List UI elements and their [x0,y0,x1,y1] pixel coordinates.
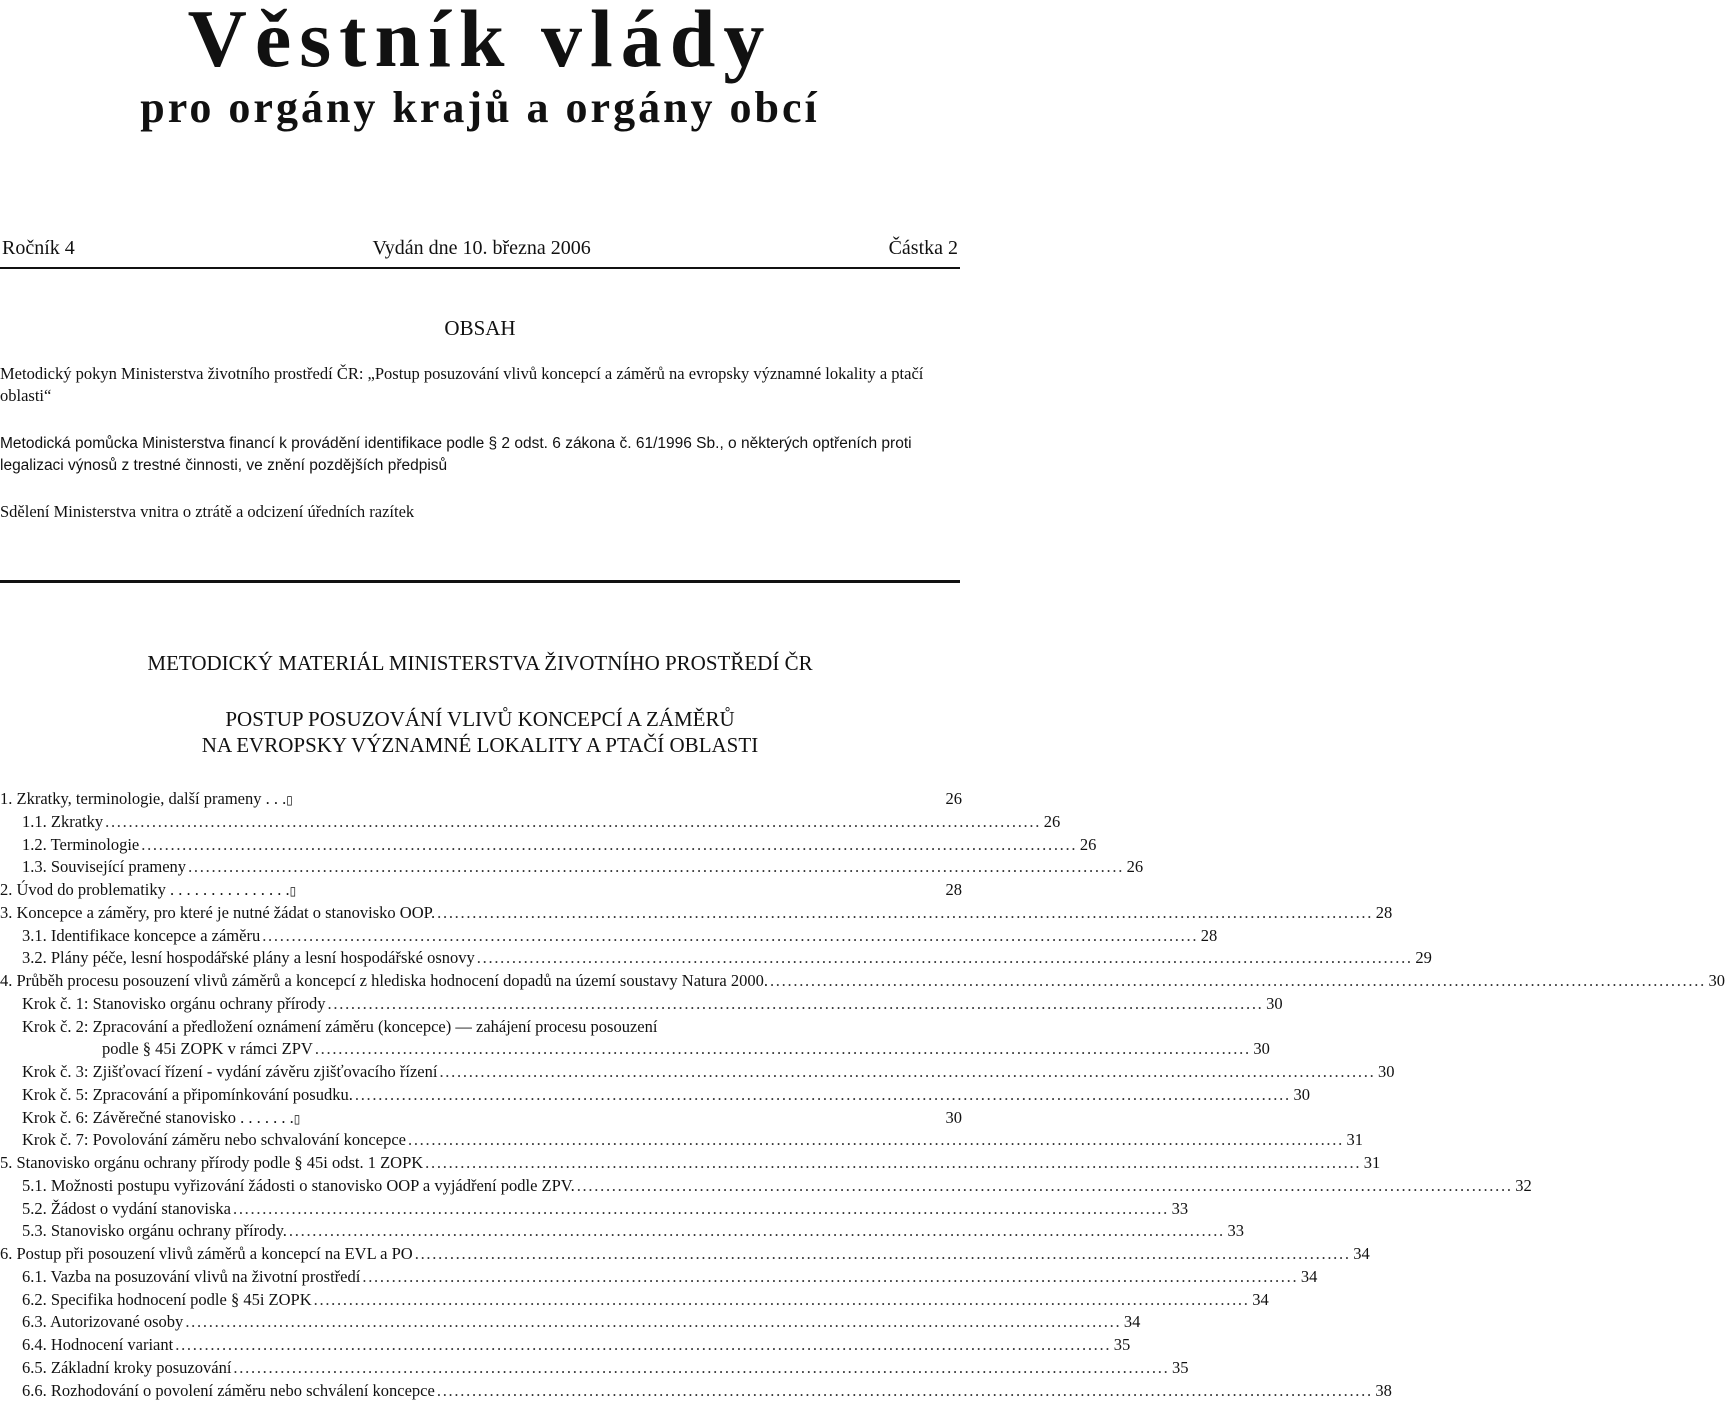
issue-part: Částka 2 [889,236,958,260]
toc-entry-label: Krok č. 2: Zpracování a předložení oznámení záměru (koncepce) — zahájení procesu posouzení [22,1016,657,1039]
contents-heading: OBSAH [0,316,960,341]
toc-entry-label: 6.5. Základní kroky posuzování [22,1357,231,1380]
toc-entry[interactable] [0,1380,962,1402]
toc-leader-dots [185,1311,1118,1334]
section-divider [0,580,960,583]
toc-entry-label: 3.2. Plány péče, lesní hospodářské plány a lesní hospodářské osnovy [22,947,475,970]
toc-entry-label: Krok č. 1: Stanovisko orgánu ochrany přírody [22,993,326,1016]
toc-leader-dots [577,1175,1510,1198]
toc-page-number: 28 [1372,902,1392,925]
toc-entry-label: 6.2. Specifika hodnocení podle § 45i ZOPK [22,1289,312,1312]
toc-entry[interactable] [0,970,962,993]
toc-page-number: 30 [1375,1061,1395,1084]
missing-glyph-icon: ▯ [294,1108,301,1131]
toc-leader-dots [233,1198,1166,1221]
issue-info-line [2,236,958,260]
toc-entry-label: 5.1. Možnosti postupu vyřizování žádosti o stanovisko OOP a vyjádření podle ZPV. [22,1175,575,1198]
toc-page-number: 29 [1412,947,1432,970]
toc-page-number: 34 [1249,1289,1269,1312]
header-divider [0,267,960,269]
toc-entry-label: 6.4. Hodnocení variant [22,1334,173,1357]
article-subheading: NA EVROPSKY VÝZNAMNÉ LOKALITY A PTAČÍ OBLASTI [0,732,960,758]
toc-entry-label: 1.2. Terminologie [22,834,139,857]
toc-entry[interactable] [0,993,962,1016]
toc-leader-dots [408,1129,1341,1152]
toc-leader-dots [141,834,1074,857]
toc-leader-dots [175,1334,1108,1357]
toc-entry-label: 6.6. Rozhodování o povolení záměru nebo schválení koncepce [22,1380,435,1402]
toc-entry-label: 5.3. Stanovisko orgánu ochrany přírody. [22,1220,287,1243]
toc-leader-dots [437,902,1370,925]
toc-entry-label: 1. Zkratky, terminologie, další prameny . . . [0,788,286,811]
issue-volume: Ročník 4 [2,236,75,260]
toc-entry[interactable] [0,1152,962,1175]
toc-leader-dots [105,811,1038,834]
toc-entry-label: 2. Úvod do problematiky . . . . . . . . . . . . . . . [0,879,290,902]
toc-leader-dots [477,947,1410,970]
toc-entry-label: 1.1. Zkratky [22,811,103,834]
toc-entry[interactable] [0,1175,962,1198]
toc-entry[interactable] [0,925,962,948]
toc-page-number: 26 [1076,834,1096,857]
toc-entry[interactable] [0,1129,962,1152]
contents-item[interactable]: Metodická pomůcka Ministerstva financí k provádění identifikace podle § 2 odst. 6 zákona č. 61/1996 Sb., o některých optřeních proti legalizaci výnosů z trestné činnosti, ve znění pozdějších předpisů [0,433,962,477]
toc-leader-dots [233,1357,1166,1380]
toc-leader-dots [315,1038,1248,1061]
toc-entry[interactable] [0,902,962,925]
toc-page-number: 30 [942,1107,962,1130]
toc-page-number: 33 [1224,1220,1244,1243]
toc-entry[interactable] [0,1016,962,1039]
toc-leader-dots [770,970,1703,993]
toc-page-number: 38 [1372,1380,1392,1402]
toc-entry-label: Krok č. 5: Zpracování a připomínkování posudku. [22,1084,353,1107]
article-heading: METODICKÝ MATERIÁL MINISTERSTVA ŽIVOTNÍHO PROSTŘEDÍ ČR [0,650,960,676]
toc-entry[interactable] [0,1289,962,1312]
toc-leader-dots [314,1289,1247,1312]
toc-entry-label: 5.2. Žádost o vydání stanoviska [22,1198,231,1221]
toc-page-number: 30 [1705,970,1725,993]
toc-page-number: 28 [1197,925,1217,948]
toc-entry-label: 6.1. Vazba na posuzování vlivů na životní prostředí [22,1266,360,1289]
toc-leader-dots [328,993,1261,1016]
toc-entry[interactable] [0,834,962,857]
toc-page-number: 30 [1263,993,1283,1016]
toc-entry-label: 6. Postup při posouzení vlivů záměrů a koncepcí na EVL a PO [0,1243,413,1266]
toc-leader-dots [188,856,1121,879]
toc-leader-dots [289,1220,1222,1243]
toc-entry-label: 3. Koncepce a záměry, pro které je nutné žádat o stanovisko OOP. [0,902,435,925]
toc-page-number: 26 [942,788,962,811]
toc-entry-label: 1.3. Související prameny [22,856,186,879]
toc-entry-label: Krok č. 6: Závěrečné stanovisko . . . . . . . [22,1107,294,1130]
toc-entry[interactable] [0,1266,962,1289]
toc-entry-label: 3.1. Identifikace koncepce a záměru [22,925,260,948]
toc-page-number: 30 [1250,1038,1270,1061]
toc-entry-label: podle § 45i ZOPK v rámci ZPV [102,1038,313,1061]
toc-entry[interactable] [0,788,962,811]
toc-entry[interactable] [0,879,962,902]
article-subheading: POSTUP POSUZOVÁNÍ VLIVŮ KONCEPCÍ A ZÁMĚRŮ [0,706,960,732]
toc-entry-label: 4. Průběh procesu posouzení vlivů záměrů a koncepcí z hlediska hodnocení dopadů na území soustavy Natura 2000. [0,970,768,993]
toc-page-number: 34 [1120,1311,1140,1334]
toc-entry-label: Krok č. 3: Zjišťovací řízení - vydání závěru zjišťovacího řízení [22,1061,437,1084]
toc-page-number: 33 [1168,1198,1188,1221]
toc-entry[interactable] [0,856,962,879]
table-of-contents [0,788,962,1402]
toc-page-number: 31 [1360,1152,1380,1175]
toc-entry[interactable] [0,1107,962,1130]
toc-entry-label: Krok č. 7: Povolování záměru nebo schvalování koncepce [22,1129,406,1152]
toc-leader-dots [355,1084,1288,1107]
toc-leader-dots [425,1152,1358,1175]
toc-page-number: 35 [1110,1334,1130,1357]
toc-entry[interactable] [0,811,962,834]
missing-glyph-icon: ▯ [290,880,297,903]
toc-leader-dots [439,1061,1372,1084]
missing-glyph-icon: ▯ [286,789,293,812]
toc-page-number: 26 [1123,856,1143,879]
issue-date: Vydán dne 10. března 2006 [373,236,591,260]
gazette-title: Věstník vlády [0,0,960,80]
toc-page-number: 30 [1290,1084,1310,1107]
contents-item[interactable]: Metodický pokyn Ministerstva životního prostředí ČR: „Postup posuzování vlivů koncepcí a záměrů na evropsky významné lokality a ptačí oblasti“ [0,363,962,407]
toc-entry[interactable] [0,1198,962,1221]
toc-entry[interactable] [0,1243,962,1266]
toc-entry[interactable] [0,1038,962,1061]
toc-page-number: 28 [942,879,962,902]
toc-page-number: 34 [1350,1243,1370,1266]
toc-entry[interactable] [0,947,962,970]
toc-entry-label: 5. Stanovisko orgánu ochrany přírody podle § 45i odst. 1 ZOPK [0,1152,423,1175]
toc-entry[interactable] [0,1084,962,1107]
gazette-subtitle: pro orgány krajů a orgány obcí [0,84,960,132]
toc-leader-dots [362,1266,1295,1289]
contents-item[interactable]: Sdělení Ministerstva vnitra o ztrátě a odcizení úředních razítek [0,501,962,523]
toc-page-number: 26 [1040,811,1060,834]
toc-entry[interactable] [0,1220,962,1243]
toc-leader-dots [262,925,1195,948]
toc-entry[interactable] [0,1334,962,1357]
toc-leader-dots [415,1243,1348,1266]
toc-entry[interactable] [0,1311,962,1334]
toc-page-number: 34 [1297,1266,1317,1289]
toc-page-number: 32 [1512,1175,1532,1198]
toc-page-number: 35 [1169,1357,1189,1380]
toc-entry[interactable] [0,1061,962,1084]
toc-leader-dots [437,1380,1370,1402]
toc-entry[interactable] [0,1357,962,1380]
toc-entry-label: 6.3. Autorizované osoby [22,1311,183,1334]
toc-page-number: 31 [1343,1129,1363,1152]
